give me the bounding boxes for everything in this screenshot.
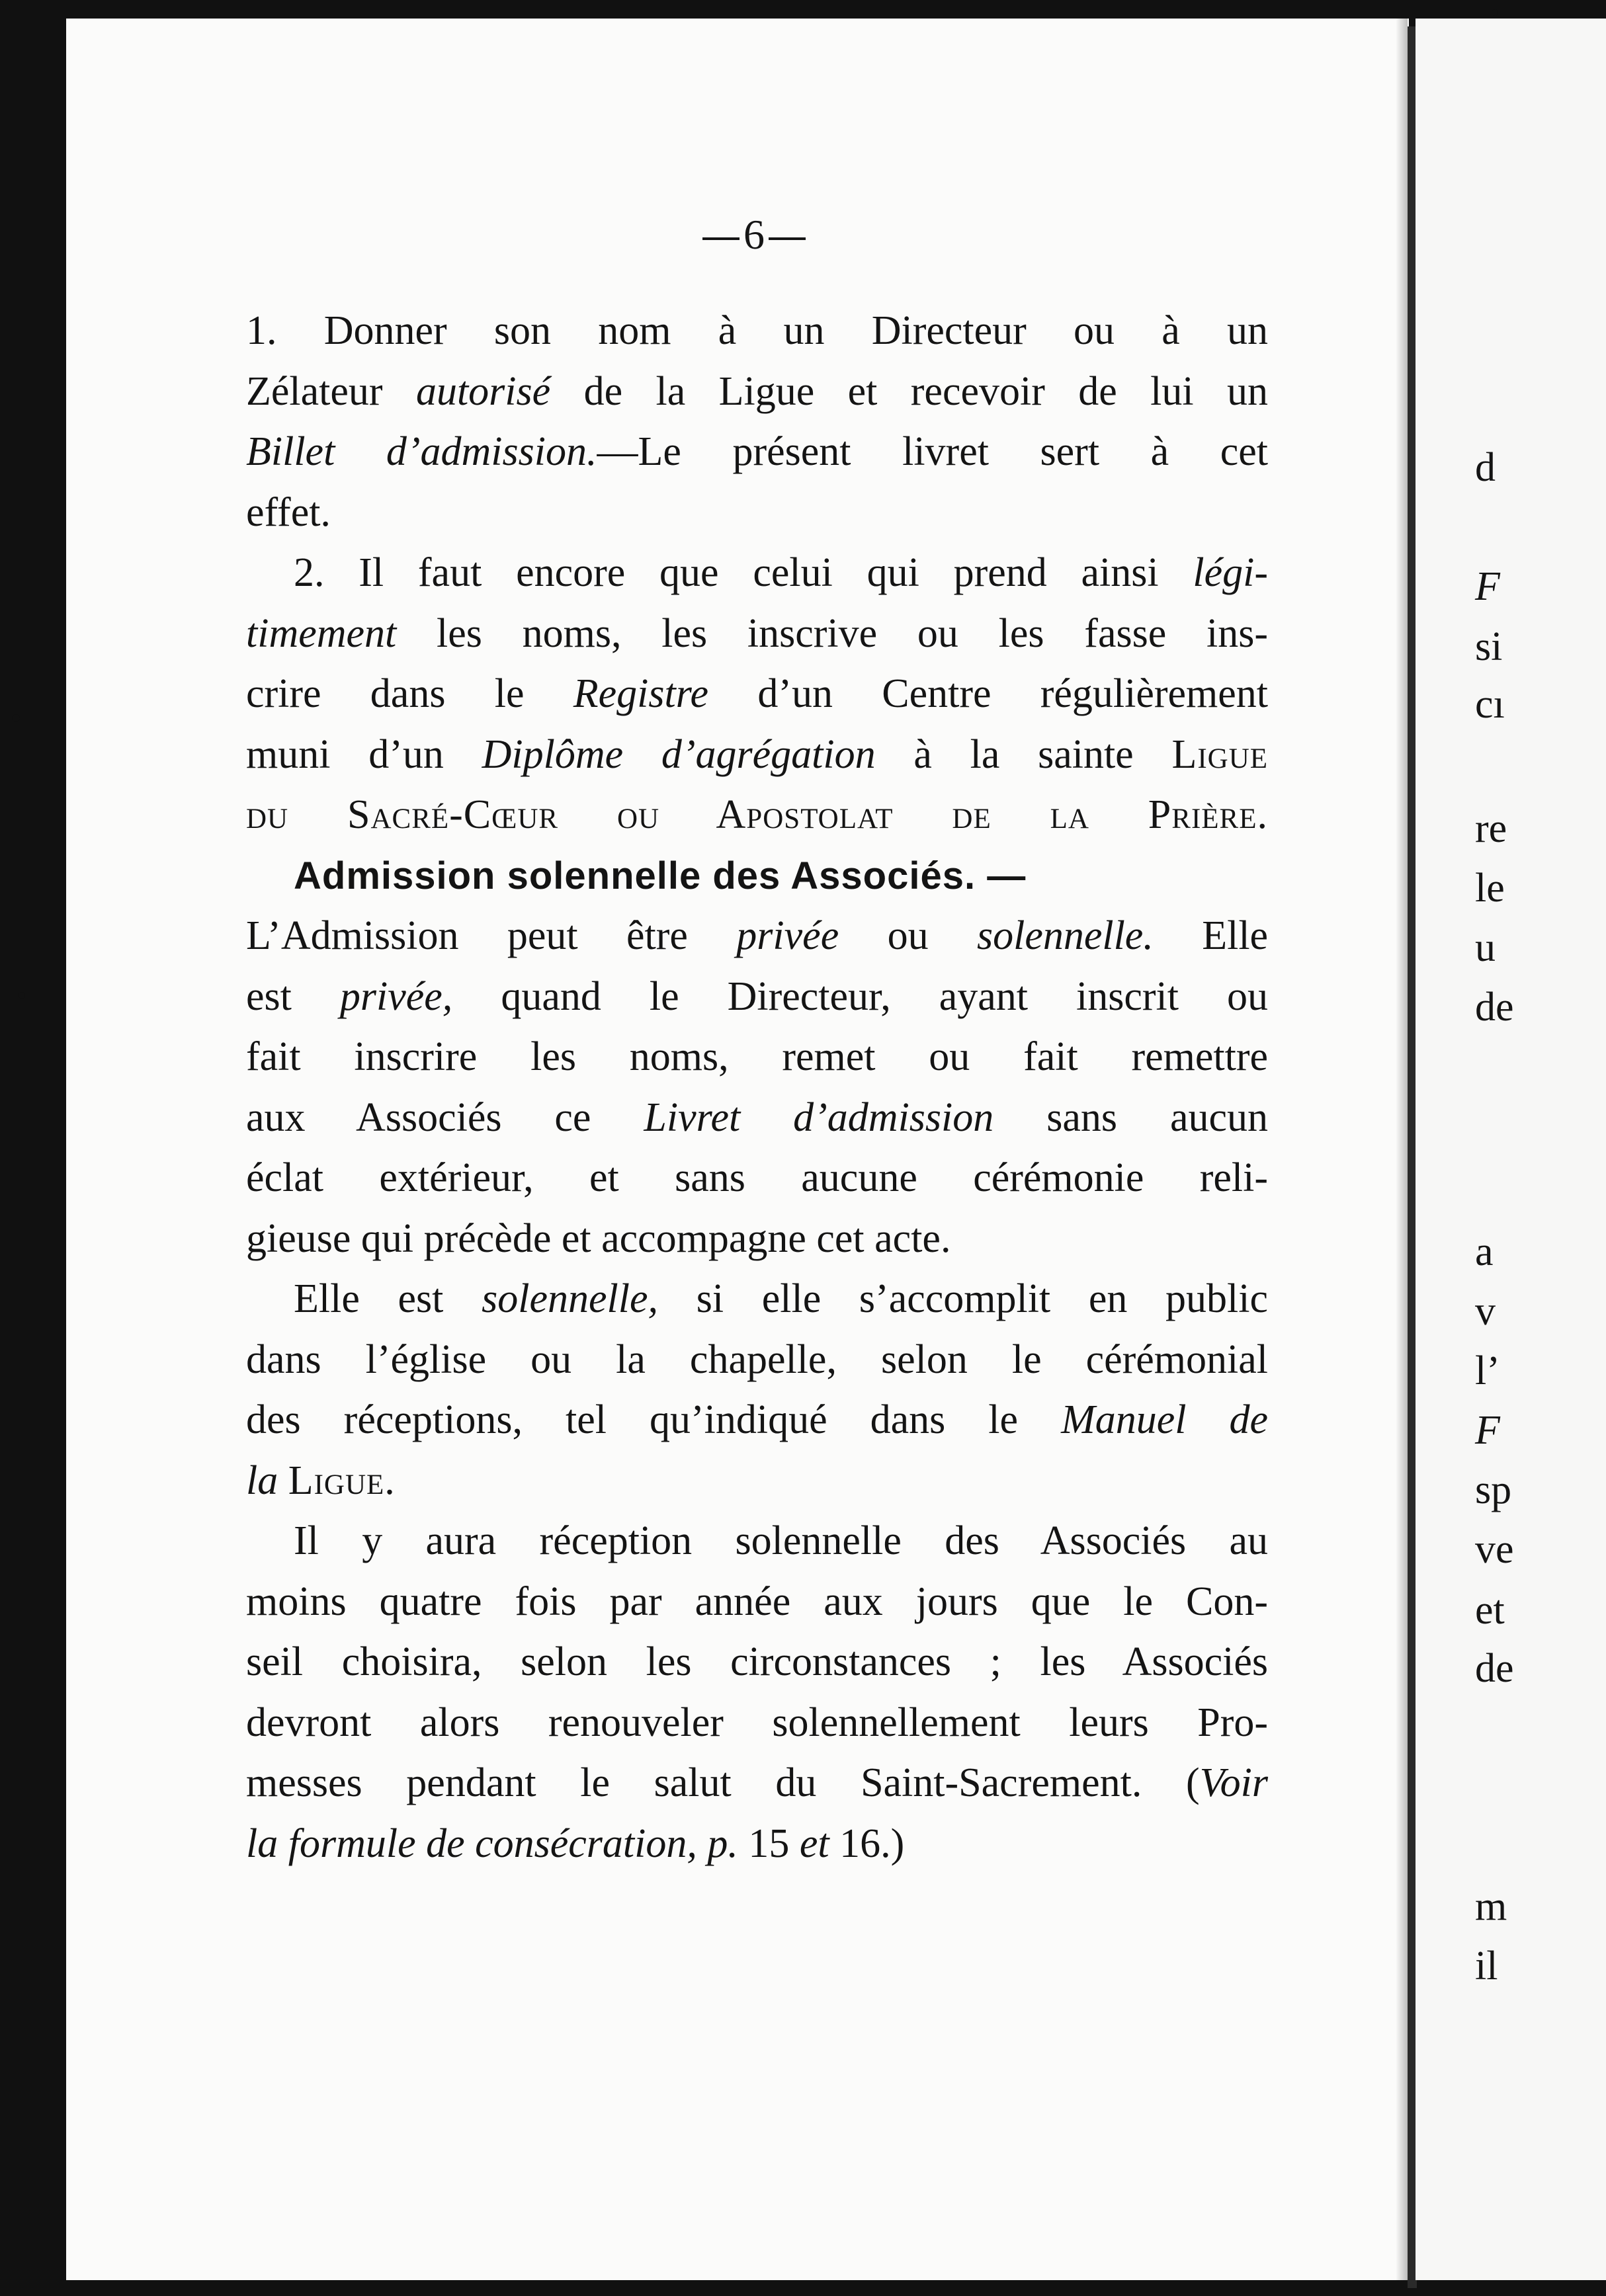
text-line: des réceptions, tel qu’indiqué dans le Manuel de bbox=[246, 1397, 1268, 1442]
fragment: re bbox=[1475, 806, 1507, 851]
text-line: 1. Donner son nom à un Directeur ou à un bbox=[246, 308, 1268, 353]
scan-speck bbox=[12, 714, 20, 722]
fragment: ve bbox=[1475, 1527, 1514, 1572]
scan-speck bbox=[1492, 9, 1498, 16]
text-line: du Sacré-Cœur ou Apostolat de la Prière. bbox=[246, 792, 1268, 837]
text-line: la Ligue. bbox=[246, 1457, 396, 1503]
text-line: devront alors renouveler solennellement leurs Pro- bbox=[246, 1700, 1268, 1745]
fragment: u bbox=[1475, 925, 1496, 970]
fragment: a bbox=[1475, 1229, 1494, 1274]
fragment: m bbox=[1475, 1884, 1507, 1929]
fragment: le bbox=[1475, 866, 1505, 911]
text-line: éclat extérieur, et sans aucune cérémonie reli- bbox=[246, 1155, 1268, 1200]
fragment: si bbox=[1475, 624, 1503, 669]
fragment: et bbox=[1475, 1588, 1505, 1633]
text-line: seil choisira, selon les circonstances ; les Associés bbox=[246, 1639, 1268, 1684]
text-line: L’Admission peut être privée ou solennelle. Elle bbox=[246, 913, 1269, 958]
fragment: v bbox=[1475, 1289, 1496, 1334]
fragment: de bbox=[1475, 985, 1514, 1030]
text-line: crire dans le Registre d’un Centre régulièrement bbox=[246, 671, 1269, 716]
right-page bbox=[1416, 19, 1606, 2280]
page-number: 6 bbox=[681, 210, 827, 259]
text-line: muni d’un Diplôme d’agrégation à la sainte Ligue bbox=[246, 731, 1269, 777]
text-line: 2. Il faut encore que celui qui prend ainsi légi- bbox=[294, 550, 1269, 595]
text-line: Elle est solennelle, si elle s’accomplit en public bbox=[294, 1276, 1269, 1321]
text-line: Il y aura réception solennelle des Associés au bbox=[294, 1518, 1268, 1563]
text-line: est privée, quand le Directeur, ayant inscrit ou bbox=[246, 973, 1268, 1019]
text-line: effet. bbox=[246, 489, 331, 535]
text-line: dans l’église ou la chapelle, selon le cérémonial bbox=[246, 1336, 1268, 1382]
text-line: Zélateur autorisé de la Ligue et recevoir de lui un bbox=[246, 368, 1269, 414]
scan-speck bbox=[19, 992, 25, 999]
fragment: d bbox=[1475, 445, 1496, 490]
fragment: sp bbox=[1475, 1467, 1512, 1512]
text-line: fait inscrire les noms, remet ou fait remettre bbox=[246, 1034, 1268, 1079]
fragment: il bbox=[1475, 1944, 1498, 1988]
fragment: cı bbox=[1475, 682, 1505, 727]
fragment: l’ bbox=[1475, 1348, 1500, 1393]
fragment: de bbox=[1475, 1646, 1514, 1691]
fragment: F bbox=[1475, 564, 1500, 609]
text-line: moins quatre fois par année aux jours que le Con- bbox=[246, 1578, 1268, 1624]
fragment: F bbox=[1475, 1408, 1500, 1453]
text-line: timement les noms, les inscrive ou les fasse ins- bbox=[246, 610, 1269, 656]
text-line: messes pendant le salut du Saint-Sacrement. (Voir bbox=[246, 1760, 1268, 1805]
page-body bbox=[246, 301, 1268, 1874]
text-line: Billet d’admission.—Le présent livret sert à cet bbox=[246, 429, 1269, 474]
text-line: aux Associés ce Livret d’admission sans aucun bbox=[246, 1094, 1268, 1140]
text-line: la formule de consécration, p. 15 et 16.) bbox=[246, 1821, 905, 1866]
text-line: gieuse qui précède et accompagne cet acte. bbox=[246, 1215, 951, 1261]
gutter-shadow bbox=[1396, 19, 1408, 2280]
section-heading: Admission solennelle des Associés. — bbox=[294, 854, 1027, 897]
